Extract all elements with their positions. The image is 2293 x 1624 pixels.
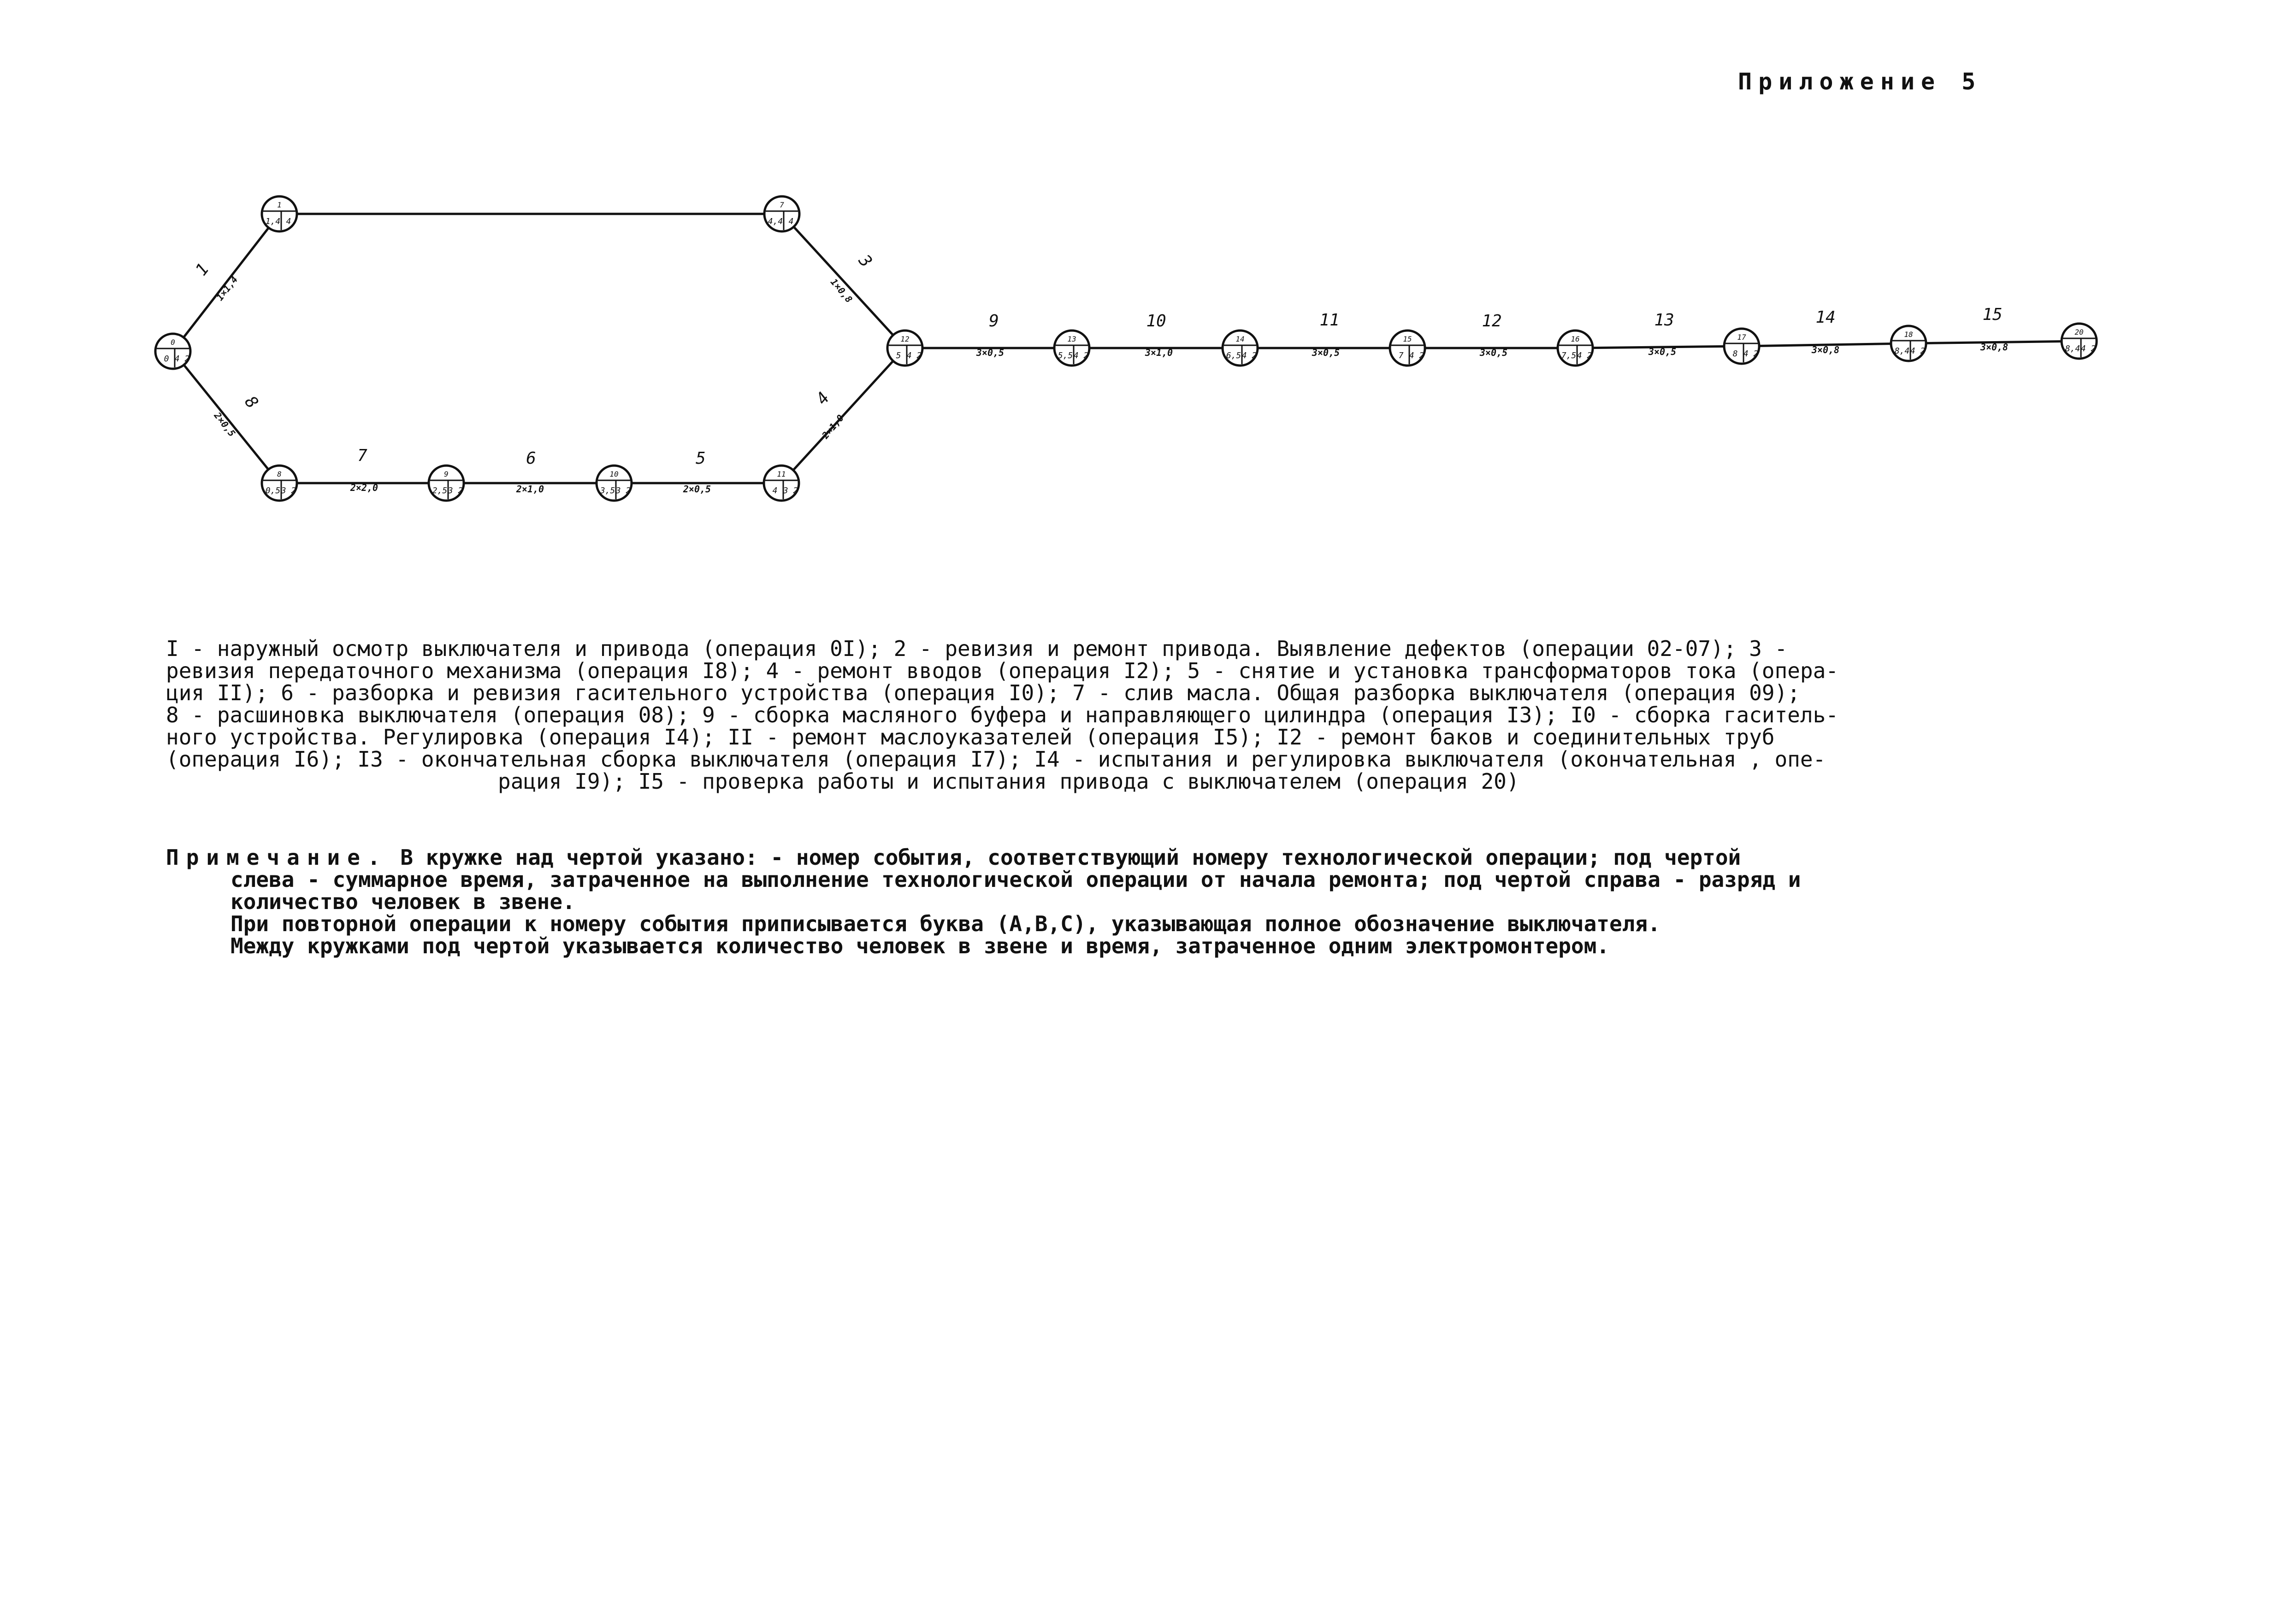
legend-line: ция II); 6 - разборка и ревизия гасительного устройства (операция I0); 7 - слив масла. Общая разборка выключателя (операция 09); — [166, 680, 1800, 705]
event-node — [597, 466, 632, 501]
event-number: 9 — [444, 470, 449, 478]
event-node — [1223, 331, 1258, 366]
event-total-time: 8,4 — [2065, 344, 2080, 354]
event-number: 18 — [1904, 330, 1913, 339]
event-number: 17 — [1737, 333, 1746, 342]
note-line: количество человек в звене. — [230, 889, 575, 914]
event-node — [764, 466, 799, 501]
event-grade-crew: 4 — [788, 217, 794, 226]
note-line: Между кружками под чертой указывается количество человек в звене и время, затраченное одним электромонтером. — [230, 933, 1609, 958]
edge-number: 12 — [1482, 312, 1502, 331]
event-number: 8 — [277, 470, 282, 478]
event-total-time: 7,5 — [1561, 351, 1577, 360]
event-node — [155, 334, 190, 369]
event-node — [1724, 329, 1759, 364]
edge-value: 2×0,5 — [212, 410, 238, 439]
edge-value: 3×0,5 — [1479, 347, 1508, 358]
legend-line: ного устройства. Регулировка (операция I4); II - ремонт маслоуказателей (операция I5); I2 - ремонт баков и соединительных труб — [166, 725, 1775, 750]
event-grade-crew: 4 2 — [1409, 351, 1424, 360]
edge-line — [781, 348, 905, 483]
event-node — [1054, 331, 1089, 366]
edge-number: 11 — [1319, 311, 1340, 330]
event-grade-crew: 4 2 — [1241, 351, 1257, 360]
edge-number: 8 — [241, 392, 262, 413]
event-node — [1891, 326, 1926, 361]
event-number: 16 — [1571, 335, 1580, 343]
event-grade-crew: 4 2 — [906, 351, 922, 360]
event-grade-crew: 4 — [286, 217, 291, 226]
edge-value: 1×1,4 — [214, 274, 240, 303]
event-grade-crew: 3 2 — [281, 486, 296, 496]
event-grade-crew: 4 2 — [2080, 344, 2096, 354]
event-number: 0 — [171, 338, 175, 347]
event-number: 1 — [277, 201, 282, 209]
event-node — [764, 196, 799, 231]
edge-number: 4 — [812, 389, 833, 409]
event-grade-crew: 4 2 — [1910, 346, 1926, 356]
event-total-time: 8,4 — [1894, 346, 1910, 356]
legend-line: 8 - расшиновка выключателя (операция 08); 9 - сборка масляного буфера и направляющего цилиндра (операция I3); I0 - сборка гаситель- — [166, 703, 1838, 727]
edge-number: 1 — [192, 260, 213, 280]
edge-number: 10 — [1146, 312, 1166, 331]
event-total-time: 1,4 — [265, 217, 281, 226]
event-node — [262, 196, 297, 231]
legend-line: (операция I6); I3 - окончательная сборка выключателя (операция I7); I4 - испытания и регулировка выключателя (окончательная , опе- — [166, 747, 1826, 772]
event-grade-crew: 3 2 — [615, 486, 631, 496]
note-line: При повторной операции к номеру события приписывается буква (А,В,С), указывающая полное обозначение выключателя. — [230, 911, 1661, 936]
edge-value: 2×1,0 — [516, 484, 544, 495]
edge-value: 3×0,5 — [1648, 346, 1677, 357]
edge-number: 6 — [526, 449, 536, 468]
edge-value: 2×2,0 — [350, 482, 378, 493]
edge-value: 3×0,8 — [1980, 342, 2009, 353]
event-node — [1390, 331, 1425, 366]
event-grade-crew: 3 2 — [783, 486, 798, 496]
event-total-time: 4,4 — [768, 217, 783, 226]
event-total-time: 3,5 — [600, 486, 615, 496]
event-grade-crew: 4 2 — [1577, 351, 1592, 360]
legend-line: I - наружный осмотр выключателя и привода (операция 0I); 2 - ревизия и ремонт привода. Выявление дефектов (операции 02-07); 3 - — [166, 636, 1788, 661]
event-number: 12 — [900, 335, 910, 343]
edge-number: 15 — [1982, 305, 2003, 324]
event-number: 7 — [780, 201, 784, 209]
event-total-time: 8 — [1732, 349, 1738, 359]
edge-value: 3×0,5 — [976, 347, 1005, 358]
event-number: 20 — [2074, 328, 2084, 337]
edge-number: 13 — [1654, 311, 1674, 330]
edge-number: 3 — [855, 251, 876, 272]
event-node — [2062, 324, 2097, 359]
event-total-time: 5,5 — [1058, 351, 1073, 360]
note-first-line — [166, 846, 1945, 868]
event-number: 15 — [1403, 335, 1412, 343]
note-block — [166, 846, 1945, 957]
event-total-time: 0,5 — [265, 486, 281, 496]
event-node — [1558, 331, 1593, 366]
event-grade-crew: 3 2 — [448, 486, 463, 496]
legend-line: рация I9); I5 - проверка работы и испытания привода с выключателем (операция 20) — [498, 769, 1519, 794]
network-diagram — [0, 0, 2293, 553]
edge-value: 2×0,5 — [683, 484, 711, 495]
event-total-time: 2,5 — [432, 486, 448, 496]
event-number: 14 — [1235, 335, 1245, 343]
edge-line — [782, 214, 905, 348]
note-heading: Примечание. — [166, 845, 388, 870]
legend-line: ревизия передаточного механизма (операция I8); 4 - ремонт вводов (операция I2); 5 - снятие и установка трансформаторов тока (опера- — [166, 658, 1838, 683]
edge-value: 3×0,8 — [1811, 344, 1840, 355]
event-number: 13 — [1067, 335, 1076, 343]
event-grade-crew: 4 2 — [174, 354, 190, 364]
edge-value: 2×1,0 — [820, 412, 846, 441]
event-node — [262, 466, 297, 501]
edge-number: 9 — [989, 312, 999, 331]
note-text: В кружке над чертой указано: - номер события, соответствующий номеру технологической операции; под чертой — [400, 845, 1741, 870]
appendix-title: Приложение 5 — [1738, 68, 1982, 95]
edge-value: 3×1,0 — [1145, 347, 1173, 358]
edges-layer — [173, 214, 2079, 483]
event-node — [429, 466, 464, 501]
edge-labels-layer — [192, 251, 2008, 495]
event-total-time: 5 — [896, 351, 901, 360]
note-line: слева - суммарное время, затраченное на выполнение технологической операции от начала ремонта; под чертой справа - разряд и — [230, 867, 1801, 892]
event-total-time: 4 — [772, 486, 778, 496]
edge-value: 3×0,5 — [1312, 347, 1340, 358]
event-grade-crew: 4 2 — [1743, 349, 1759, 359]
edge-value: 1×0,8 — [828, 276, 855, 305]
event-node — [887, 331, 922, 366]
edge-number: 5 — [696, 449, 706, 468]
event-number: 11 — [777, 470, 786, 478]
operations-legend — [166, 638, 1945, 792]
event-total-time: 0 — [164, 354, 169, 364]
event-number: 10 — [609, 470, 619, 478]
event-total-time: 7 — [1398, 351, 1404, 360]
edge-number: 14 — [1815, 308, 1836, 327]
event-grade-crew: 4 2 — [1073, 351, 1089, 360]
event-total-time: 6,5 — [1226, 351, 1241, 360]
edge-number: 7 — [357, 446, 367, 465]
